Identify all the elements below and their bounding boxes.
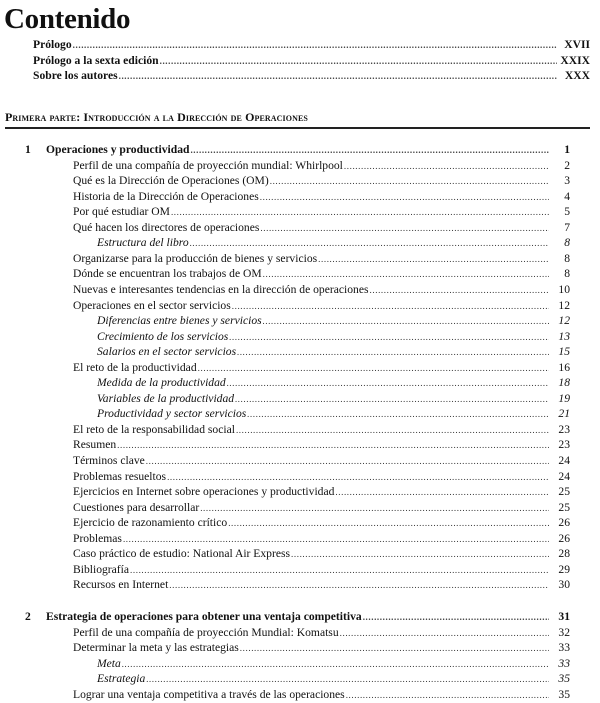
entry-label: Por qué estudiar OM	[73, 205, 170, 219]
entry-label: Crecimiento de los servicios	[97, 329, 229, 343]
toc-section[interactable]	[73, 515, 570, 530]
entry-label: El reto de la responsabilidad social	[73, 422, 235, 436]
toc-section[interactable]	[73, 360, 570, 375]
dot-leader	[240, 641, 549, 656]
entry-label: Qué hacen los directores de operaciones	[73, 220, 260, 234]
entry-label: Productividad y sector servicios	[97, 407, 247, 421]
page-number: 32	[558, 625, 570, 639]
entry-label: Bibliografía	[73, 562, 130, 576]
entry-label: Estrategia de operaciones para obtener una ventaja competitiva	[46, 609, 362, 623]
part-heading: Primera parte: Introducción a la Dirección de Operaciones	[5, 110, 308, 124]
entry-label: Sobre los autores	[33, 69, 118, 82]
dot-leader	[229, 330, 549, 345]
page-number: 4	[564, 189, 570, 203]
dot-leader	[119, 69, 557, 84]
dot-leader	[340, 626, 549, 641]
page-number: 13	[558, 329, 570, 343]
dot-leader	[171, 205, 549, 220]
dot-leader	[73, 38, 557, 53]
toc-section[interactable]	[73, 158, 570, 173]
toc-section[interactable]	[73, 266, 570, 281]
dot-leader	[190, 236, 549, 251]
page-number: 3	[564, 174, 570, 188]
toc-subsection[interactable]	[97, 656, 570, 671]
entry-label: Qué es la Dirección de Operaciones (OM)	[73, 174, 269, 188]
toc-section[interactable]	[73, 469, 570, 484]
toc-section[interactable]	[73, 687, 570, 702]
entry-label: Resumen	[73, 438, 117, 452]
entry-label: Lograr una ventaja competitiva a través de las operaciones	[73, 687, 345, 701]
entry-label: Prólogo	[33, 38, 72, 51]
entry-label: Cuestiones para desarrollar	[73, 500, 200, 514]
toc-subsection[interactable]	[97, 344, 570, 359]
dot-leader	[232, 299, 549, 314]
chapter-heading[interactable]	[25, 609, 570, 624]
dot-leader	[260, 221, 549, 236]
entry-label: Perfil de una compañía de proyección mundial: Whirlpool	[73, 158, 343, 172]
toc-section[interactable]	[73, 562, 570, 577]
toc-section[interactable]	[73, 625, 570, 640]
entry-label: Diferencias entre bienes y servicios	[97, 314, 262, 328]
dot-leader	[291, 547, 549, 562]
page-number: 25	[558, 485, 570, 499]
toc-section[interactable]	[73, 577, 570, 592]
entry-label: Perfil de una compañía de proyección Mundial: Komatsu	[73, 625, 339, 639]
entry-label: Problemas resueltos	[73, 469, 167, 483]
page-number: 33	[558, 641, 570, 655]
page-number: 16	[558, 360, 570, 374]
chapter-number: 2	[25, 609, 31, 623]
dot-leader	[335, 485, 549, 500]
dot-leader	[122, 657, 549, 672]
toc-subsection[interactable]	[97, 391, 570, 406]
page-number: 5	[564, 205, 570, 219]
toc-section[interactable]	[73, 640, 570, 655]
page-number: 23	[558, 422, 570, 436]
entry-label: Dónde se encuentran los trabajos de OM	[73, 267, 262, 281]
dot-leader	[123, 532, 549, 547]
toc-section[interactable]	[73, 220, 570, 235]
page-number: XVII	[564, 38, 590, 51]
chapter-heading[interactable]	[25, 142, 570, 157]
entry-label: Ejercicio de razonamiento crítico	[73, 516, 228, 530]
entry-label: Estrategia	[97, 672, 146, 686]
entry-label: Historia de la Dirección de Operaciones	[73, 189, 259, 203]
entry-label: Problemas	[73, 531, 122, 545]
entry-label: Términos clave	[73, 454, 145, 467]
dot-leader	[146, 672, 549, 687]
toc-section[interactable]	[73, 453, 570, 468]
page-number: 19	[558, 391, 570, 405]
page-title: Contenido	[4, 3, 131, 35]
page-number: 21	[558, 407, 570, 421]
entry-label: Ejercicios en Internet sobre operaciones y productividad	[73, 485, 335, 499]
page-number: 2	[564, 158, 570, 172]
page-number: 29	[558, 562, 570, 576]
dot-leader	[227, 376, 549, 391]
dot-leader	[117, 438, 549, 453]
toc-section[interactable]	[73, 484, 570, 499]
page-number: 8	[564, 236, 570, 250]
dot-leader	[260, 190, 549, 205]
front-matter-item[interactable]	[33, 53, 590, 68]
entry-label: Organizarse para la producción de bienes y servicios	[73, 251, 318, 265]
entry-label: Determinar la meta y las estrategias	[73, 641, 239, 655]
dot-leader	[146, 454, 549, 469]
entry-label: Estructura del libro	[97, 236, 189, 250]
toc-section[interactable]	[73, 251, 570, 266]
toc-section[interactable]	[73, 173, 570, 188]
toc-subsection[interactable]	[97, 406, 570, 421]
front-matter-item[interactable]	[33, 37, 590, 52]
toc-section[interactable]	[73, 422, 570, 437]
dot-leader	[198, 361, 549, 376]
page-number: 12	[558, 298, 570, 312]
toc-section[interactable]	[73, 282, 570, 297]
page-number: 24	[558, 469, 570, 483]
page-number: XXIX	[560, 53, 590, 67]
dot-leader	[346, 688, 549, 703]
entry-label: Prólogo a la sexta edición	[33, 53, 159, 67]
page-number: 8	[564, 267, 570, 281]
dot-leader	[169, 578, 549, 593]
dot-leader	[344, 159, 549, 174]
dot-leader	[160, 54, 557, 69]
entry-label: Caso práctico de estudio: National Air Express	[73, 547, 291, 561]
entry-label: Meta	[97, 656, 121, 670]
page-number: 31	[558, 609, 570, 623]
dot-leader	[263, 267, 549, 282]
page-number: 23	[558, 438, 570, 452]
page-number: 26	[558, 531, 570, 545]
page-number: 25	[558, 500, 570, 514]
entry-label: Recursos en Internet	[73, 578, 169, 592]
part-divider	[5, 127, 590, 129]
page-number: 24	[558, 454, 570, 467]
dot-leader	[130, 563, 549, 578]
toc-section[interactable]	[73, 546, 570, 561]
page-number: 1	[564, 143, 570, 156]
toc-section[interactable]	[73, 437, 570, 452]
toc-subsection[interactable]	[97, 671, 570, 686]
toc-section[interactable]	[73, 298, 570, 313]
dot-leader	[363, 610, 549, 625]
dot-leader	[236, 423, 549, 438]
dot-leader	[167, 470, 549, 485]
front-matter-item[interactable]	[33, 68, 590, 83]
toc-section[interactable]	[73, 204, 570, 219]
page-number: 30	[558, 578, 570, 592]
page-number: 10	[558, 282, 570, 296]
toc-subsection[interactable]	[97, 375, 570, 390]
chapter-number: 1	[25, 143, 31, 156]
toc-subsection[interactable]	[97, 329, 570, 344]
page-number: 28	[558, 547, 570, 561]
page-number: 7	[564, 220, 570, 234]
toc-section[interactable]	[73, 531, 570, 546]
entry-label: El reto de la productividad	[73, 360, 197, 374]
dot-leader	[370, 283, 549, 298]
dot-leader	[190, 143, 549, 158]
page-number: 33	[558, 656, 570, 670]
page-number: 8	[564, 251, 570, 265]
toc-subsection[interactable]	[97, 235, 570, 250]
page-number: 15	[558, 345, 570, 359]
entry-label: Nuevas e interesantes tendencias en la dirección de operaciones	[73, 282, 369, 296]
dot-leader	[247, 407, 549, 422]
dot-leader	[200, 501, 549, 516]
page-number: 26	[558, 516, 570, 530]
page-number: 35	[558, 672, 570, 686]
toc-subsection[interactable]	[97, 313, 570, 328]
entry-label: Salarios en el sector servicios	[97, 345, 237, 359]
entry-label: Operaciones y productividad	[46, 143, 190, 156]
dot-leader	[237, 345, 549, 360]
toc-section[interactable]	[73, 189, 570, 204]
page-number: XXX	[564, 69, 590, 82]
page-number: 35	[558, 687, 570, 701]
dot-leader	[263, 314, 549, 329]
entry-label: Operaciones en el sector servicios	[73, 298, 231, 312]
entry-label: Medida de la productividad	[97, 376, 226, 390]
dot-leader	[318, 252, 549, 267]
page-number: 12	[558, 314, 570, 328]
toc-section[interactable]	[73, 500, 570, 515]
page-number: 18	[558, 376, 570, 390]
dot-leader	[228, 516, 549, 531]
dot-leader	[235, 392, 549, 407]
dot-leader	[270, 174, 549, 189]
entry-label: Variables de la productividad	[97, 391, 235, 405]
